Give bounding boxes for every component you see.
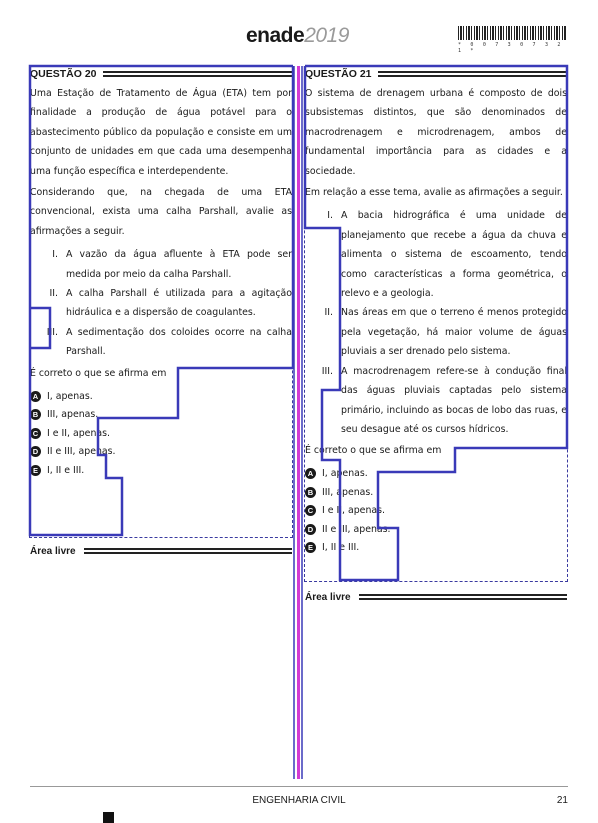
- option-text: I e II, apenas.: [322, 505, 385, 517]
- barcode: [458, 26, 566, 40]
- statement-text: A calha Parshall é utilizada para a agitação hidráulica e a dispersão de coagulantes.: [66, 288, 292, 319]
- option-text: III, apenas.: [47, 409, 99, 421]
- logo-year: 2019: [304, 24, 349, 47]
- footer-course: ENGENHARIA CIVIL: [252, 795, 346, 806]
- question-lead: Considerando que, na chegada de uma ETA convencional, exista uma calha Parshall, avalie as afirmações a seguir.: [30, 187, 292, 237]
- option-letter-badge: D: [30, 446, 41, 457]
- option-letter-badge: D: [305, 524, 316, 535]
- statement-text: A vazão da água afluente à ETA pode ser medida por meio da calha Parshall.: [66, 249, 292, 280]
- statement-num: III.: [46, 326, 58, 338]
- center-divider: [297, 66, 300, 779]
- statement-num: III.: [321, 365, 333, 377]
- free-area-left: [30, 544, 292, 558]
- free-area-right: [305, 590, 567, 604]
- registration-mark: [103, 812, 114, 823]
- option-letter-badge: A: [30, 391, 41, 402]
- free-area-label: Área livre: [305, 591, 351, 603]
- statement-num: I.: [52, 249, 58, 261]
- free-area-label: Área livre: [30, 545, 76, 557]
- option-text: I, II e III.: [322, 542, 360, 554]
- region-box-right: [304, 66, 568, 582]
- option-letter-badge: C: [30, 428, 41, 439]
- statement-num: II.: [49, 288, 58, 300]
- statement-text: A bacia hidrográfica é uma unidade de planejamento que recebe a água da chuva e alimenta o sistema de escoamento, tendo como características a forma geométrica, o relevo e a geologia.: [341, 210, 567, 300]
- statement-text: A sedimentação dos coloides ocorre na calha Parshall.: [66, 326, 292, 358]
- free-area-rule: [84, 548, 292, 554]
- enade-logo: [246, 24, 349, 48]
- option-letter-badge: B: [305, 487, 316, 498]
- option-letter-badge: E: [305, 542, 316, 553]
- option-letter-badge: C: [305, 505, 316, 516]
- question-intro: Uma Estação de Tratamento de Água (ETA) tem por finalidade a produção de água potável para o abastecimento público da população e consiste em um conjunto de unidades em que cada uma desempenha uma função específica e interdependente.: [30, 88, 292, 177]
- statement-num: I.: [327, 210, 333, 222]
- option-text: I, II e III.: [47, 464, 85, 476]
- question-intro: O sistema de drenagem urbana é composto de dois subsistemas distintos, que são denominados de macrodrenagem e microdrenagem, ambos de fundamental importância para as cidades e a sociedade.: [305, 88, 567, 177]
- option-text: I, apenas.: [322, 468, 368, 480]
- page-number: 21: [556, 795, 568, 806]
- statement-text: A macrodrenagem refere-se à condução final das águas pluviais captadas pelo sistema primário, incluindo as bocas de lobo das ruas, e seu desague até os cursos hídricos.: [341, 365, 567, 435]
- footer-divider: [30, 786, 568, 787]
- option-text: I, apenas.: [47, 390, 93, 402]
- option-text: II e III, apenas.: [47, 446, 116, 458]
- logo-brand: enade: [246, 24, 305, 47]
- option-text: I e II, apenas.: [47, 427, 110, 439]
- option-text: III, apenas.: [322, 486, 374, 498]
- question-title: QUESTÃO 21: [305, 68, 372, 80]
- option-letter-badge: B: [30, 409, 41, 420]
- region-box-left: [29, 66, 293, 538]
- statement-text: Nas áreas em que o terreno é menos protegido pela vegetação, há maior volume de águas pluviais a ser drenado pelo sistema.: [341, 307, 567, 358]
- barcode-digits: * 0 0 7 3 0 7 3 2 1 *: [458, 42, 564, 54]
- question-prompt: É correto o que se afirma em: [305, 445, 442, 457]
- option-letter-badge: A: [305, 468, 316, 479]
- question-lead: Em relação a esse tema, avalie as afirmações a seguir.: [305, 187, 563, 199]
- option-text: II e III, apenas.: [322, 523, 391, 535]
- question-prompt: É correto o que se afirma em: [30, 367, 167, 379]
- option-letter-badge: E: [30, 465, 41, 476]
- statement-num: II.: [324, 307, 333, 319]
- free-area-rule: [359, 594, 567, 600]
- question-title: QUESTÃO 20: [30, 68, 97, 80]
